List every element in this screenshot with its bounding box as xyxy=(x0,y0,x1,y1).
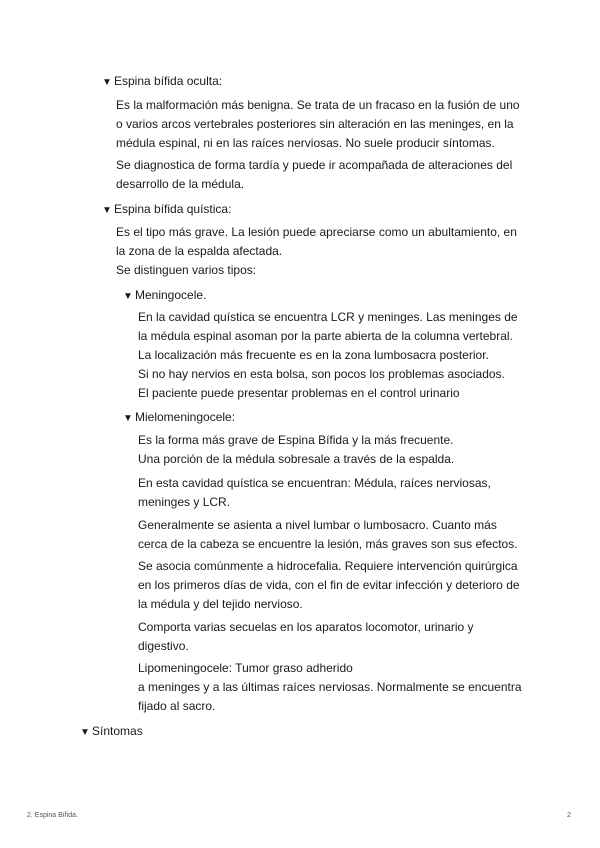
toggle-espina-bifida-oculta[interactable] xyxy=(102,72,222,92)
paragraph: Es la forma más grave de Espina Bífida y la más frecuente. Una porción de la médula sobresale a través de la espalda. xyxy=(138,433,455,466)
toggle-heading: Síntomas xyxy=(92,724,143,738)
toggle-sintomas[interactable] xyxy=(80,722,143,742)
paragraph: Lipomeningocele: Tumor graso adherido a meninges y a las últimas raíces nerviosas. Normalmente se encuentra fijado al sacro. xyxy=(138,661,522,713)
paragraph: Es el tipo más grave. La lesión puede apreciarse como un abultamiento, en la zona de la espalda afectada. Se distinguen varios tipos: xyxy=(116,225,517,277)
toggle-heading: Mielomeningocele: xyxy=(135,410,236,424)
triangle-down-icon[interactable]: ▼ xyxy=(123,413,133,424)
footer-section-title: 2. Espina Bífida. xyxy=(27,812,78,819)
toggle-meningocele[interactable] xyxy=(123,286,206,306)
toggle-heading: Espina bífida oculta: xyxy=(114,74,223,88)
triangle-down-icon[interactable]: ▼ xyxy=(80,727,90,738)
toggle-heading: Meningocele. xyxy=(135,288,207,302)
paragraph: En la cavidad quística se encuentra LCR y meninges. Las meninges de la médula espinal asoman por la parte abierta de la columna vertebral. La localización más frecuente es en la zona lumbosacra posterior. Si no hay nervios en esta bolsa, son pocos los problemas asociados. El paciente puede presentar problemas en el control urinario xyxy=(138,310,518,400)
paragraph: Se diagnostica de forma tardía y puede ir acompañada de alteraciones del desarrollo de la médula. xyxy=(116,158,513,191)
paragraph: Comporta varias secuelas en los aparatos locomotor, urinario y digestivo. xyxy=(138,620,474,653)
toggle-heading: Espina bífida quística: xyxy=(114,202,232,216)
triangle-down-icon[interactable]: ▼ xyxy=(123,291,133,302)
paragraph: Es la malformación más benigna. Se trata de un fracaso en la fusión de uno o varios arcos vertebrales posteriores sin alteración en las meninges, en la médula espinal, ni en las raíces nerviosas. No suele producir síntomas. xyxy=(116,98,520,150)
toggle-espina-bifida-quistica[interactable] xyxy=(102,200,231,220)
paragraph: Generalmente se asienta a nivel lumbar o lumbosacro. Cuanto más cerca de la cabeza se encuentre la lesión, más graves son sus efectos. xyxy=(138,518,518,551)
page-number: 2 xyxy=(567,812,571,819)
toggle-mielomeningocele[interactable] xyxy=(123,408,235,428)
paragraph: En esta cavidad quística se encuentran: Médula, raíces nerviosas, meninges y LCR. xyxy=(138,476,491,509)
triangle-down-icon[interactable]: ▼ xyxy=(102,77,112,88)
paragraph: Se asocia comúnmente a hidrocefalia. Requiere intervención quirúrgica en los primeros días de vida, con el fin de evitar infección y deterioro de la médula y del tejido nervioso. xyxy=(138,559,520,611)
triangle-down-icon[interactable]: ▼ xyxy=(102,205,112,216)
